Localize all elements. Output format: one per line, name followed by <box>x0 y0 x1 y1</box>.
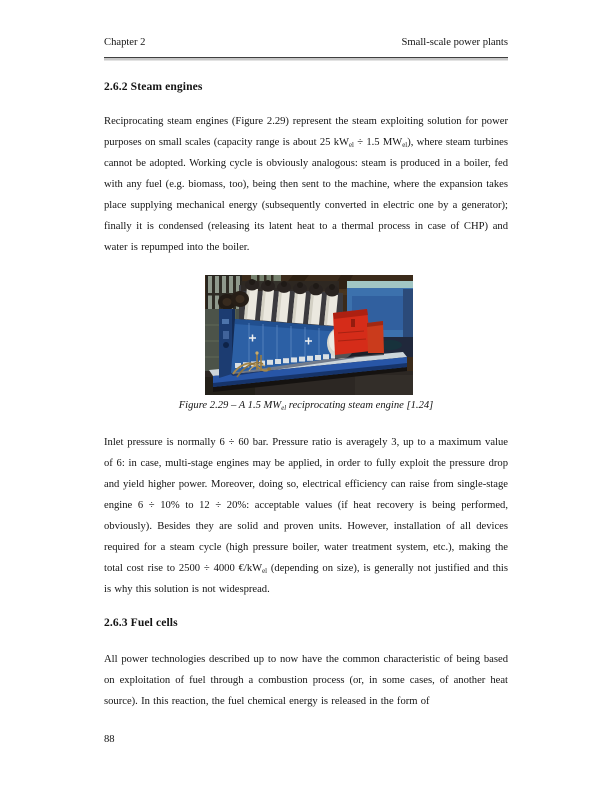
figure-photo-steam-engine <box>205 275 413 395</box>
section-heading-steam-engines: 2.6.2 Steam engines <box>104 80 203 93</box>
running-header <box>104 36 508 58</box>
paragraph-steam-detail: Inlet pressure is normally 6 ÷ 60 bar. Pressure ratio is averagely 3, up to a maximum value of 6: in case, multi-stage engines may be applied, in order to fully exploit the pressure drop and yield higher power. Moreover, doing so, electrical efficiency can raise from single-stage engine 6 ÷ 10% to 12 ÷ 20%: acceptable values (if heat recovery is being performed, obviously). Besides they are solid and proven units. However, installation of all devices required for a steam cycle (high pressure boiler, water treatment system, etc.), making the total cost rise to 2500 ÷ 4000 $€/kW_{el}$ (depending on size), is generally not justified and this is why this solution is not widespread. <box>104 437 508 595</box>
paragraph-steam-intro: Reciprocating steam engines (Figure 2.29) represent the steam exploiting solution for power purposes on small scales (capacity range is about 25 $kW_{el} \div 1.5$ $MW_{el}$), where steam turbines cannot be adopted. Working cycle is obviously analogous: steam is produced in a boiler, fed with any fuel (e.g. biomass, too), being then sent to the machine, where the expansion takes place supplying mechanical energy (subsequently converted in electric one by a generator); finally it is condensed (releasing its latent heat to a thermal process in case of CHP) and water is repumped into the boiler. <box>104 116 508 253</box>
header-book-title: Small-scale power plants <box>401 37 508 48</box>
page-number: 88 <box>104 734 115 745</box>
section-heading-fuel-cells: 2.6.3 Fuel cells <box>104 616 178 629</box>
header-chapter: Chapter 2 <box>104 37 146 48</box>
paragraph-fuel-intro: All power technologies described up to now have the common characteristic of being based on exploitation of fuel through a combustion process (or, in some cases, of another heat source). In this reaction, the fuel chemical energy is released in the form of <box>104 654 508 707</box>
figure-caption: Figure 2.29 – A 1.5 $MW_{el}$ reciprocating steam engine [1.24] <box>178 400 434 413</box>
